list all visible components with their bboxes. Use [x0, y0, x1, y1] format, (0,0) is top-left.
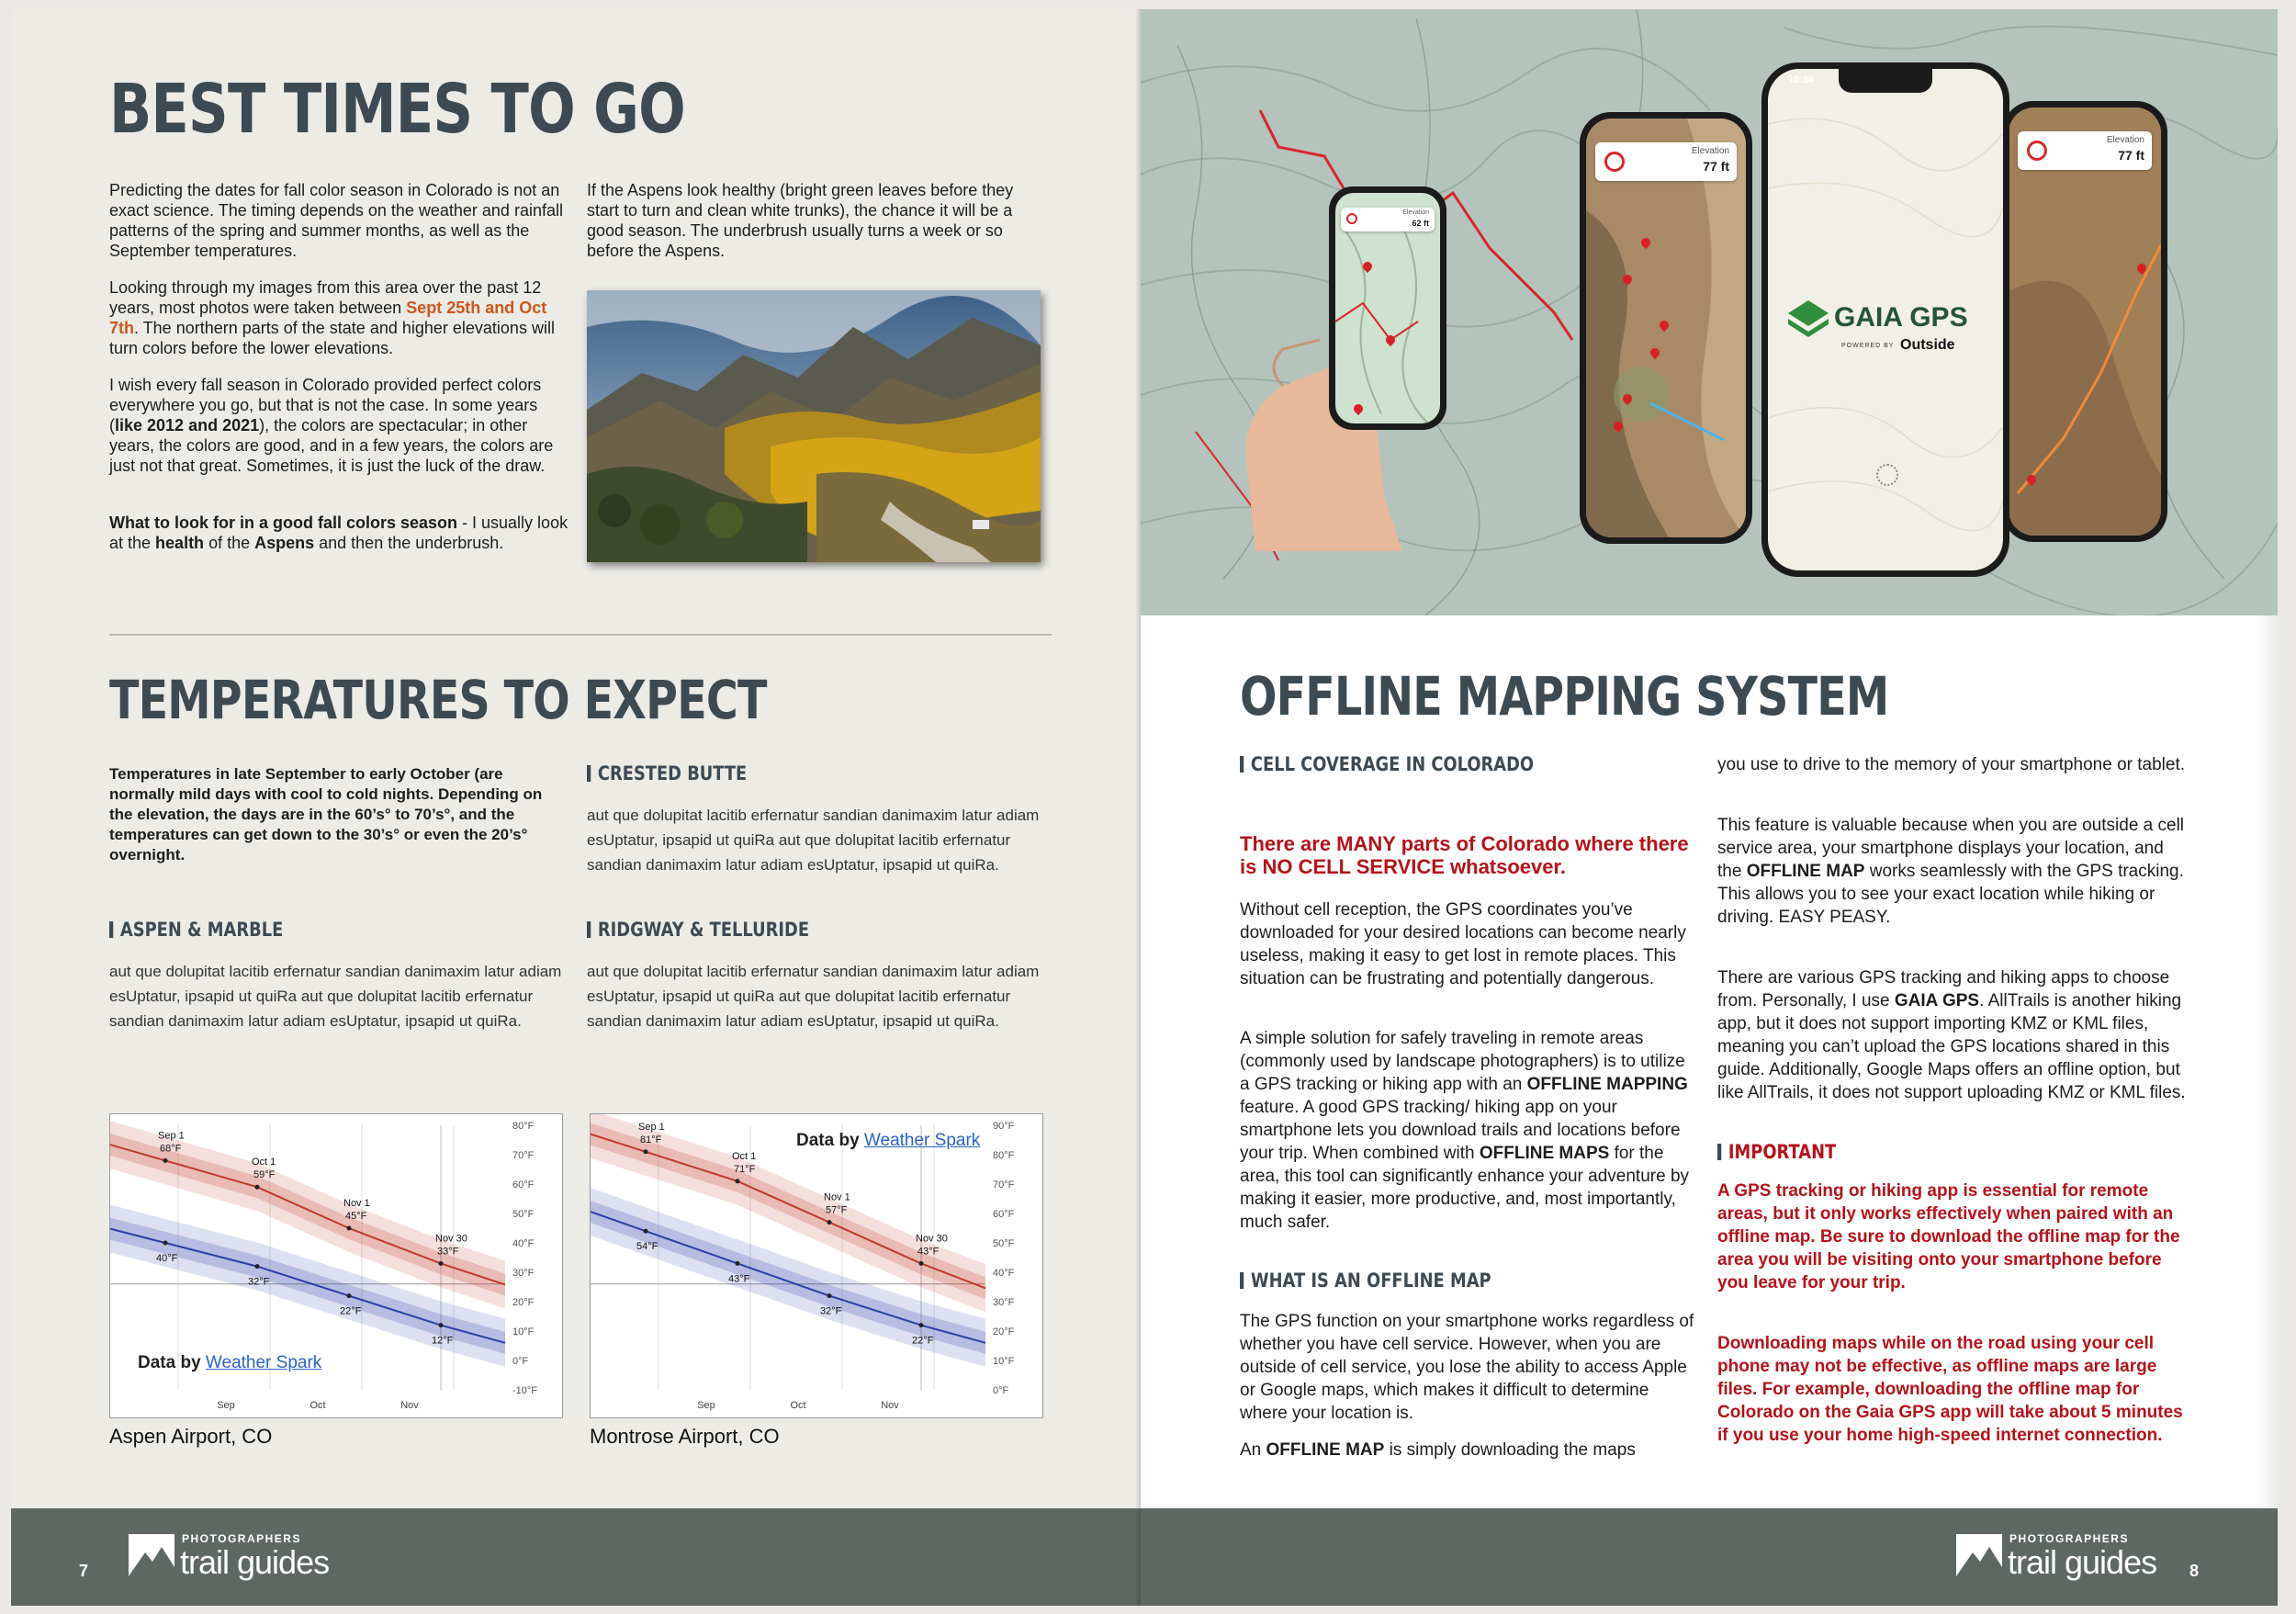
record-icon[interactable] — [1346, 213, 1357, 224]
point-date-label: Nov 30 — [435, 1233, 467, 1245]
aspen-marble-heading: ASPEN & MARBLE — [109, 919, 283, 941]
y-tick-label: 30°F — [512, 1268, 535, 1279]
data-point — [919, 1323, 924, 1327]
point-date-label: Oct 1 — [732, 1150, 757, 1162]
data-point — [163, 1241, 168, 1246]
point-value-label: 40°F — [156, 1253, 178, 1264]
x-tick-label: Oct — [790, 1400, 806, 1411]
data-point — [255, 1185, 260, 1190]
point-value-label: 43°F — [728, 1273, 750, 1285]
data-point — [439, 1261, 444, 1266]
data-point — [347, 1226, 352, 1231]
data-point — [827, 1220, 832, 1225]
ridgway-telluride-text: aut que dolupitat lacitib erfernatur sandian danimaxim latur adiam esUptatur, ipsapid ut quiRa aut que dolupitat lacitib erfernatur sandian danimaxim latur adiam esUptatur, ipsapid ut quiRa. — [587, 963, 1040, 1030]
y-tick-label: 40°F — [993, 1268, 1015, 1279]
best-times-p2: Looking through my images from this area over the past 12 years, most photos were taken between Sept 25th and Oct 7th. The northern parts of the state and higher elevations will turn colors before the lower elevations. — [109, 278, 555, 357]
phone-small — [1329, 186, 1446, 430]
section-divider — [109, 634, 1052, 636]
y-tick-label: 80°F — [512, 1121, 535, 1132]
point-value-label: 81°F — [640, 1134, 662, 1146]
data-point — [644, 1149, 648, 1154]
record-icon[interactable] — [2027, 141, 2047, 161]
y-tick-label: -10°F — [512, 1385, 538, 1396]
point-date-label: Sep 1 — [638, 1121, 665, 1133]
point-date-label: Sep 1 — [158, 1130, 185, 1142]
y-tick-label: 0°F — [512, 1356, 529, 1367]
y-tick-label: 60°F — [512, 1179, 535, 1191]
record-icon[interactable] — [1604, 152, 1625, 172]
gaia-outside: Outside — [1900, 337, 1955, 353]
offline-col2-p2: This feature is valuable because when you are outside a cell service area, your smartphone displays your location, and the OFFLINE MAP works seamlessly with the GPS tracking. This allows you to see your exact location while hiking or driving. EASY PEASY. — [1717, 816, 2185, 927]
x-tick-label: Oct — [310, 1400, 326, 1411]
point-value-label: 33°F — [437, 1246, 459, 1258]
offline-col2-p3: There are various GPS tracking and hiking apps to choose from. Personally, I use GAIA GPS. AllTrails is another hiking app, but it does not support importing KMZ or KML files, meaning you can’t upload the GPS locations shared in this guide. Additionally, Google Maps offers an offline option, but like AllTrails, it does not support uploading KMZ or KML files. — [1717, 968, 2186, 1102]
phone-satellite-right — [2002, 101, 2167, 542]
y-tick-label: 10°F — [993, 1356, 1015, 1367]
point-value-label: 71°F — [734, 1163, 756, 1175]
point-value-label: 32°F — [248, 1276, 270, 1288]
best-times-p4: What to look for in a good fall colors season - I usually look at the health of the Aspens and then the underbrush. — [109, 514, 568, 552]
point-date-label: Oct 1 — [252, 1157, 276, 1168]
montrose-chart-caption: Montrose Airport, CO — [590, 1425, 780, 1448]
y-tick-label: 70°F — [993, 1179, 1015, 1191]
temperatures-intro: Temperatures in late September to early October (are normally mild days with cool to cold nights. Depending on the elevation, the days are in the 60’s° to 70’s°, and the temperatures can get down to the 30’s° or even the 20’s° overnight. — [109, 765, 543, 863]
best-times-title: BEST TIMES TO GO — [109, 70, 685, 149]
gaia-powered-by: POWERED BY — [1841, 343, 1895, 349]
weather-spark-link[interactable]: Weather Spark — [205, 1353, 322, 1372]
offline-col2-p1: you use to drive to the memory of your smartphone or tablet. — [1717, 755, 2186, 774]
point-value-label: 54°F — [636, 1241, 658, 1253]
y-tick-label: 80°F — [993, 1150, 1015, 1161]
point-value-label: 45°F — [345, 1211, 367, 1222]
mountain-logo-icon — [129, 1534, 174, 1576]
date-range-highlight: Sept 25th and Oct 7th — [109, 299, 547, 337]
what-is-offline-map-heading: WHAT IS AN OFFLINE MAP — [1240, 1270, 1491, 1292]
offline-p4: An OFFLINE MAP is simply downloading the maps — [1240, 1440, 1636, 1460]
aspen-marble-text: aut que dolupitat lacitib erfernatur sandian danimaxim latur adiam esUptatur, ipsapid ut quiRa aut que dolupitat lacitib erfernatur sandian danimaxim latur adiam esUptatur, ipsapid ut quiRa. — [109, 963, 562, 1030]
left-page — [11, 9, 1141, 1606]
montrose-chart-credit: Data by Weather Spark — [796, 1131, 981, 1150]
data-point — [163, 1158, 168, 1163]
important-p1: A GPS tracking or hiking app is essential for remote areas, but it only works effectively when paired with an offline map. Be sure to download the offline map for the area you will be visiting onto your smartphone before you leave for your trip. — [1717, 1181, 2180, 1292]
y-tick-label: 20°F — [993, 1326, 1015, 1337]
best-times-p3: I wish every fall season in Colorado provided perfect colors everywhere you go, but that is not the case. In some years (like 2012 and 2021), the colors are spectacular; in other years, the colors are good, and in a few years, the colors are just not that great. Sometimes, it is just the luck of the draw. — [109, 376, 554, 475]
phone-satellite-left — [1580, 112, 1752, 544]
x-tick-label: Sep — [697, 1400, 715, 1411]
trail-guides-logo-left: PHOTOGRAPHERS trail guides — [129, 1530, 349, 1582]
crested-butte-text: aut que dolupitat lacitib erfernatur sandian danimaxim latur adiam esUptatur, ipsapid ut quiRa aut que dolupitat lacitib erfernatur sandian danimaxim latur adiam esUptatur, ipsapid ut quiRa. — [587, 807, 1040, 874]
x-tick-label: Nov — [400, 1400, 419, 1411]
right-phone-toolbar: Elevation 77 ft — [2018, 131, 2152, 170]
offline-p1: Without cell reception, the GPS coordinates you’ve downloaded for your desired locations can become nearly useless, making it easy to get lost in remote places. This situation can be frustrating and potentially dangerous. — [1240, 900, 1686, 988]
point-value-label: 22°F — [912, 1335, 934, 1347]
mountain-logo-icon — [1956, 1534, 2002, 1576]
gaia-logo-icon — [1788, 300, 1829, 337]
right-page — [1141, 9, 2278, 1606]
point-date-label: Nov 1 — [824, 1191, 850, 1203]
data-point — [736, 1179, 740, 1183]
point-value-label: 12°F — [432, 1335, 454, 1347]
best-times-p1: Predicting the dates for fall color season in Colorado is not an exact science. The timing depends on the weather and rainfall patterns of the spring and summer months, as well as the September temperatures. — [109, 181, 563, 260]
y-tick-label: 90°F — [993, 1121, 1015, 1132]
important-p2: Downloading maps while on the road using your cell phone may not be effective, as offline maps are large files. For example, downloading the offline map for Colorado on the Gaia GPS app will take about 5 minutes if you use your home high-speed internet connection. — [1717, 1334, 2183, 1445]
x-tick-label: Sep — [217, 1400, 235, 1411]
data-point — [827, 1293, 832, 1298]
montrose-temperature-chart — [590, 1113, 1043, 1418]
best-times-col2-p1: If the Aspens look healthy (bright green leaves before they start to turn and clean white trunks), the chance it will be a good season. The underbrush usually turns a week or so before the Aspens. — [587, 181, 1014, 260]
no-cell-warning: There are MANY parts of Colorado where there is NO CELL SERVICE whatsoever. — [1240, 832, 1689, 878]
loading-spinner-icon — [1876, 464, 1898, 486]
offline-p3: The GPS function on your smartphone works regardless of whether you have cell service. However, when you are outside of cell service, you lose the ability to access Apple or Google maps, which makes it difficult to determine where your location is. — [1240, 1312, 1694, 1423]
point-value-label: 57°F — [826, 1204, 848, 1216]
temperatures-title: TEMPERATURES TO EXPECT — [109, 669, 767, 731]
point-value-label: 32°F — [820, 1305, 842, 1317]
y-tick-label: 70°F — [512, 1150, 535, 1161]
topographic-map-banner — [1141, 9, 2278, 615]
page-number-left: 7 — [79, 1562, 89, 1580]
y-tick-label: 40°F — [512, 1238, 535, 1249]
data-point — [439, 1323, 444, 1327]
gaia-brand-name: GAIA GPS — [1834, 302, 1968, 333]
aspen-chart-credit: Data by Weather Spark — [138, 1353, 322, 1372]
offline-p2: A simple solution for safely traveling in remote areas (commonly used by landscape photographers) is to utilize a GPS tracking or hiking app with an OFFLINE MAPPING feature. A good GPS tracking/ hiking app on your smartphone lets you download trails and locations before your trip. When combined with OFFLINE MAPS for the area, this tool can significantly enhance your adventure by making it easier, more productive, and, most importantly, much safer. — [1240, 1029, 1690, 1232]
trail-guides-logo-right: PHOTOGRAPHERS trail guides — [1956, 1530, 2177, 1582]
offline-mapping-title: OFFLINE MAPPING SYSTEM — [1240, 665, 1889, 728]
aspen-chart-caption: Aspen Airport, CO — [109, 1425, 273, 1448]
point-value-label: 22°F — [340, 1305, 362, 1317]
left-phone-toolbar: Elevation 77 ft — [1595, 142, 1737, 181]
y-tick-label: 20°F — [512, 1297, 535, 1308]
data-point — [255, 1264, 260, 1269]
crested-butte-heading: CRESTED BUTTE — [587, 762, 747, 784]
y-tick-label: 50°F — [512, 1209, 535, 1220]
important-heading: IMPORTANT — [1717, 1141, 1836, 1163]
ridgway-telluride-heading: RIDGWAY & TELLURIDE — [587, 919, 809, 941]
y-tick-label: 10°F — [512, 1326, 535, 1337]
aspen-temperature-chart — [109, 1113, 563, 1418]
phone-gaia-splash — [1761, 62, 2009, 577]
point-value-label: 68°F — [160, 1143, 182, 1155]
aspen-valley-photo — [587, 290, 1041, 562]
point-date-label: Nov 30 — [916, 1233, 948, 1245]
y-tick-label: 0°F — [993, 1385, 1009, 1396]
status-time: 10:34 — [1788, 74, 1815, 85]
data-point — [736, 1261, 740, 1266]
y-tick-label: 30°F — [993, 1297, 1015, 1308]
point-date-label: Nov 1 — [343, 1198, 370, 1209]
small-phone-toolbar: Elevation 62 ft — [1341, 208, 1435, 231]
data-point — [919, 1261, 924, 1266]
cell-coverage-heading: CELL COVERAGE IN COLORADO — [1240, 753, 1534, 775]
weather-spark-link[interactable]: Weather Spark — [863, 1131, 981, 1150]
y-tick-label: 60°F — [993, 1209, 1015, 1220]
data-point — [347, 1293, 352, 1298]
point-value-label: 59°F — [253, 1169, 276, 1181]
x-tick-label: Nov — [881, 1400, 899, 1411]
y-tick-label: 50°F — [993, 1238, 1015, 1249]
data-point — [644, 1229, 648, 1234]
point-value-label: 43°F — [917, 1246, 940, 1258]
page-number-right: 8 — [2189, 1562, 2200, 1580]
